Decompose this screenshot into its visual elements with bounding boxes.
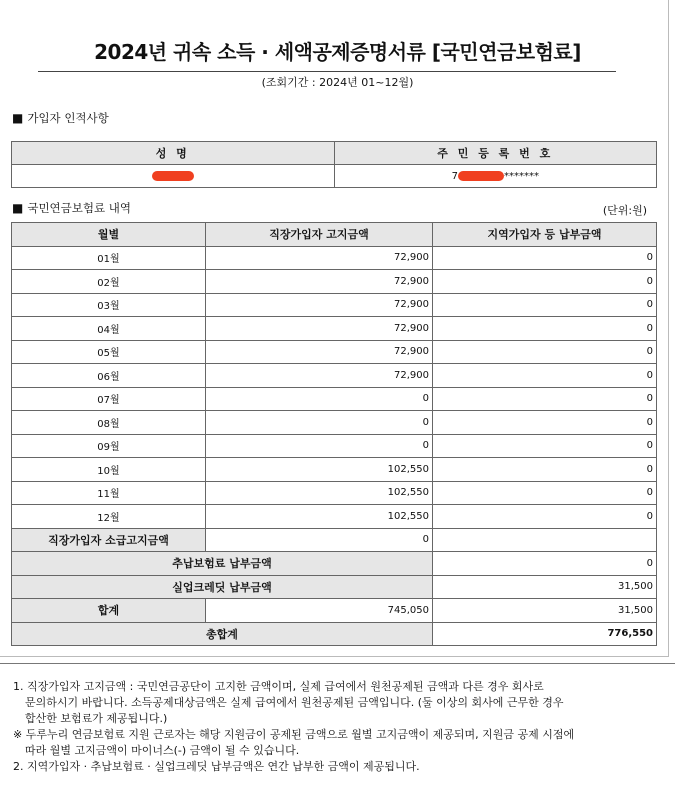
workplace-amount-cell: 72,900 [206, 317, 433, 341]
month-column-header: 월별 [12, 223, 206, 247]
month-row [12, 387, 657, 411]
grand-total-row [12, 622, 657, 646]
regional-amount-cell: 0 [433, 387, 657, 411]
redaction-mark [458, 171, 504, 181]
inquiry-period: (조회기간 : 2024년 01~12월) [261, 76, 414, 89]
month-row [12, 317, 657, 341]
month-cell: 01월 [12, 246, 206, 270]
id-number-masked: ******* [503, 170, 539, 182]
grand-total-value: 776,550 [433, 622, 657, 646]
month-rows [12, 246, 657, 528]
sum-regional-value: 31,500 [433, 599, 657, 623]
note-1-line-2: 문의하시기 바랍니다. 소득공제대상금액은 실제 급여에서 원천공제된 금액입니다. (둘 이상의 회사에 근무한 경우 [25, 696, 564, 709]
regional-amount-cell: 0 [433, 317, 657, 341]
month-cell: 11월 [12, 481, 206, 505]
name-cell [12, 165, 335, 188]
notes-section [13, 679, 663, 775]
late-payment-label: 추납보험료 납부금액 [12, 552, 433, 576]
workplace-amount-cell: 102,550 [206, 505, 433, 529]
workplace-amount-cell: 102,550 [206, 481, 433, 505]
month-row [12, 434, 657, 458]
id-number-header: 주 민 등 록 번 호 [334, 142, 657, 165]
regional-column-header: 지역가입자 등 납부금액 [433, 223, 657, 247]
month-row [12, 458, 657, 482]
payments-table [11, 222, 657, 646]
month-row [12, 340, 657, 364]
unemployment-credit-row [12, 575, 657, 599]
subscriber-section-heading [12, 110, 109, 126]
square-bullet-icon: ■ [12, 111, 24, 125]
unemployment-credit-label: 실업크레딧 납부금액 [12, 575, 433, 599]
regional-amount-cell: 0 [433, 458, 657, 482]
regional-amount-cell: 0 [433, 434, 657, 458]
workplace-amount-cell: 72,900 [206, 340, 433, 364]
sum-row [12, 599, 657, 623]
regional-amount-cell: 0 [433, 411, 657, 435]
note-3: 2. 지역가입자 · 추납보험료 · 실업크레딧 납부금액은 연간 납부한 금액이 제공됩니다. [13, 760, 420, 773]
grand-total-label: 총합계 [12, 622, 433, 646]
month-row [12, 246, 657, 270]
regional-amount-cell: 0 [433, 481, 657, 505]
workplace-column-header: 직장가입자 고지금액 [206, 223, 433, 247]
workplace-amount-cell: 0 [206, 434, 433, 458]
month-cell: 07월 [12, 387, 206, 411]
month-row [12, 270, 657, 294]
notes-divider [0, 663, 675, 664]
late-payment-value: 0 [433, 552, 657, 576]
regional-amount-cell: 0 [433, 270, 657, 294]
late-payment-row [12, 552, 657, 576]
regional-amount-cell: 0 [433, 364, 657, 388]
sum-workplace-value: 745,050 [206, 599, 433, 623]
workplace-amount-cell: 0 [206, 411, 433, 435]
subscriber-info-table [11, 141, 657, 188]
month-row [12, 481, 657, 505]
workplace-amount-cell: 72,900 [206, 293, 433, 317]
workplace-amount-cell: 72,900 [206, 246, 433, 270]
month-cell: 12월 [12, 505, 206, 529]
month-cell: 09월 [12, 434, 206, 458]
month-cell: 06월 [12, 364, 206, 388]
regional-amount-cell: 0 [433, 505, 657, 529]
subscriber-section-label: 가입자 인적사항 [27, 111, 109, 125]
note-1-line-3: 합산한 보험료가 제공됩니다.) [25, 712, 168, 725]
name-header: 성 명 [12, 142, 335, 165]
workplace-amount-cell: 0 [206, 387, 433, 411]
regional-amount-cell: 0 [433, 293, 657, 317]
id-number-cell [334, 165, 657, 188]
month-cell: 03월 [12, 293, 206, 317]
redaction-mark [152, 171, 194, 181]
month-row [12, 411, 657, 435]
retro-empty-cell [433, 528, 657, 552]
month-cell: 02월 [12, 270, 206, 294]
month-cell: 10월 [12, 458, 206, 482]
month-row [12, 364, 657, 388]
month-cell: 05월 [12, 340, 206, 364]
workplace-amount-cell: 72,900 [206, 270, 433, 294]
title-divider [38, 71, 616, 72]
retro-row [12, 528, 657, 552]
square-bullet-icon: ■ [12, 201, 24, 215]
sum-label: 합계 [12, 599, 206, 623]
document-title: 2024년 귀속 소득 · 세액공제증명서류 [국민연금보험료] [94, 40, 581, 64]
note-1-line-1: 1. 직장가입자 고지금액 : 국민연금공단이 고지한 금액이며, 실제 급여에서 원천공제된 금액과 다른 경우 회사로 [13, 680, 544, 693]
workplace-amount-cell: 102,550 [206, 458, 433, 482]
month-row [12, 293, 657, 317]
payments-section-label: 국민연금보험료 내역 [27, 201, 131, 215]
retro-value: 0 [206, 528, 433, 552]
workplace-amount-cell: 72,900 [206, 364, 433, 388]
note-2-line-1: ※ 두루누리 연금보험료 지원 근로자는 해당 지원금이 공제된 금액으로 월별 고지금액이 제공되며, 지원금 공제 시점에 [13, 728, 575, 741]
month-cell: 04월 [12, 317, 206, 341]
unit-label: (단위:원) [602, 204, 647, 217]
retro-label: 직장가입자 소급고지금액 [12, 528, 206, 552]
month-cell: 08월 [12, 411, 206, 435]
month-row [12, 505, 657, 529]
id-number-prefix: 7 [451, 170, 458, 182]
regional-amount-cell: 0 [433, 246, 657, 270]
note-2-line-2: 따라 월별 고지금액이 마이너스(-) 금액이 될 수 있습니다. [25, 744, 300, 757]
payments-section-heading [12, 200, 131, 216]
unemployment-credit-value: 31,500 [433, 575, 657, 599]
regional-amount-cell: 0 [433, 340, 657, 364]
